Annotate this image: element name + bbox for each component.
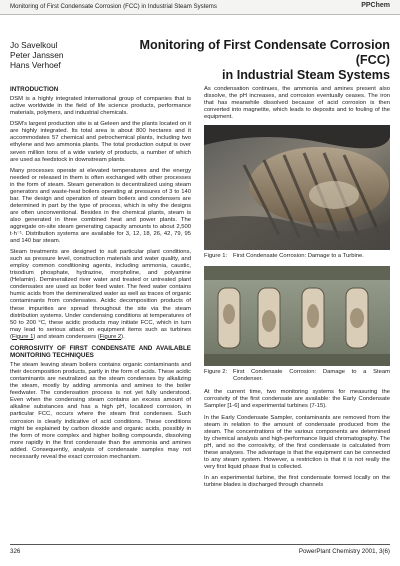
- paragraph: DSM is a highly integrated international group of companies that is active worldwide in the field of life science products, performance materials, polymers, and industrial chemicals.: [10, 96, 191, 117]
- figure-1-caption: [204, 253, 390, 260]
- journal-brand: PPChem: [361, 2, 390, 9]
- figure-label: Figure 2:: [204, 369, 228, 376]
- figure-2-caption: [204, 369, 390, 383]
- paragraph: In the Early Condensate Sampler, contaminants are removed from the steam in relation to the amount of condensate produced from the steam. The concentrations of the various components are determined by chemical analysis and high-performance liquid chromatography. The pH, and so the corrosivity, of the first condensate is calculated from these analyses. The advantage is that the equipment can be connected to any steam system. However, a restriction is that it is not really the very first liquid phase that is collected.: [204, 414, 390, 470]
- right-column: [204, 86, 390, 493]
- paragraph-text: Steam treatments are designed to suit particular plant conditions, such as pressure level, construction materials and water quality, and employ common conditioning agents, including ammonia, caustic, trisodium phosphate, hydrazine, morpholine, and polyamine (Helamin). Demineralized river water and treated or untreated plant condensates are used as boiler feed water. The feed water contains humic acids from the demineralized water as well as traces of organic contaminants from condensates. Acidic decomposition products of these impurities are spread throughout the site via the steam distribution systems. Under condensing conditions at temperatures of 50 to 200 °C, these acidic products may initiate FCC, which in turn may lead to serious attack on equipment items such as turbines (: [10, 249, 191, 340]
- paragraph: Many processes operate at elevated temperatures and the energy needed or released in them is often exchanged with other processes in the form of steam. Steam generation is decentralized using steam generators and waste-heat boilers operating at pressures of 3 to 140 bar. The design and operation of steam boilers and condensers are determined in part by the type of process, which is why the designs are often unconventional. Besides in the chemical plants, steam is also generated in three combined heat and power plants. The aggregate on-site steam generating capacity amounts to about 2,500 t·h⁻¹. Distribution systems are available for 3, 12, 18, 26, 42, 79, 95 and 140 bar steam.: [10, 167, 191, 245]
- figure-2: [204, 266, 390, 366]
- paragraph: DSM's largest production site is at Geleen and the plants located on it are highly integrated. Its total area is about 800 hectares and it accommodates 57 chemical and petrochemical plants, including two ethylene and two ammonia plants. The total production output is over seven million tons of a wide variety of products, a number of which are used as feedstock in downstream plants.: [10, 121, 191, 163]
- paragraph: At the current time, two monitoring systems for measuring the corrosivity of the first condensate are available: the Early Condensate Sampler [1-6] and experimental turbines (7-15).: [204, 389, 390, 410]
- paragraph: The steam leaving steam boilers contains organic contaminants and their decomposition products, partly in the form of acids. These acidic contaminants are neutralized as the steam condenses by alkalizing the steam, mostly by adding ammonia and amines to the boiler feedwater. The condensation process is not yet fully understood. Even when the condensing steam contains an excess amount of alkaline substances and has a high pH, localized corrosion, in particular FCC, occurs where the steam first condenses. Such corrosion is clearly indicative of acid conditions. These conditions might be explained by carbon dioxide and organic acids, possibly in the form of more complex and higher boiling compounds, dissolving more rapidly in the first condensate than the ammonia and amines added. Consequently, analysis of condensate samples may not necessarily reveal the exact corrosion mechanism.: [10, 362, 191, 460]
- author-name: Jo Savelkoul: [10, 40, 58, 50]
- page-number: 326: [10, 548, 21, 555]
- author-name: Peter Janssen: [10, 50, 64, 60]
- running-title: Monitoring of First Condensate Corrosion (FCC) in Industrial Steam Systems: [10, 3, 217, 10]
- section-heading-corrosivity: CORROSIVITY OF FIRST CONDENSATE AND AVAILABLE MONITORING TECHNIQUES: [10, 344, 191, 359]
- paragraph: [10, 249, 191, 341]
- page-footer: [10, 544, 390, 555]
- figure-2-link[interactable]: Figure 2: [99, 333, 122, 340]
- turbine-damage-photo: [204, 125, 390, 250]
- section-heading-introduction: INTRODUCTION: [10, 86, 59, 93]
- figure-label: Figure 1:: [204, 253, 228, 260]
- left-column: [10, 86, 191, 465]
- article-title-line: in Industrial Steam Systems: [222, 67, 390, 82]
- figure-caption-text: First Condensate Corrosion: Damage to a Steam Condenser.: [233, 369, 390, 383]
- steam-condenser-damage-photo: [204, 266, 390, 366]
- article-title: [130, 38, 390, 82]
- author-name: Hans Verhoef: [10, 60, 61, 70]
- author-list: [10, 40, 64, 70]
- running-header: [0, 0, 400, 15]
- article-title-line: Monitoring of First Condensate Corrosion (FCC): [139, 38, 390, 67]
- journal-citation: PowerPlant Chemistry 2001, 3(6): [298, 548, 390, 555]
- paragraph-text: ).: [121, 333, 125, 340]
- paragraph: As condensation continues, the ammonia and amines present also dissolve, the pH increases, and corrosion eventually ceases. The iron that has meanwhile dissolved because of acid corrosion is then converted into magnetite, which leads to deposits and to fouling of the equipment.: [204, 86, 390, 121]
- figure-1-link[interactable]: Figure 1: [11, 333, 34, 340]
- paragraph: In an experimental turbine, the first condensate formed locally on the turbine blades is discharged through channels: [204, 474, 390, 488]
- figure-caption-text: First Condensate Corrosion: Damage to a Turbine.: [233, 253, 364, 260]
- paragraph-text: ) and steam condensers (: [33, 333, 100, 340]
- figure-1: [204, 125, 390, 250]
